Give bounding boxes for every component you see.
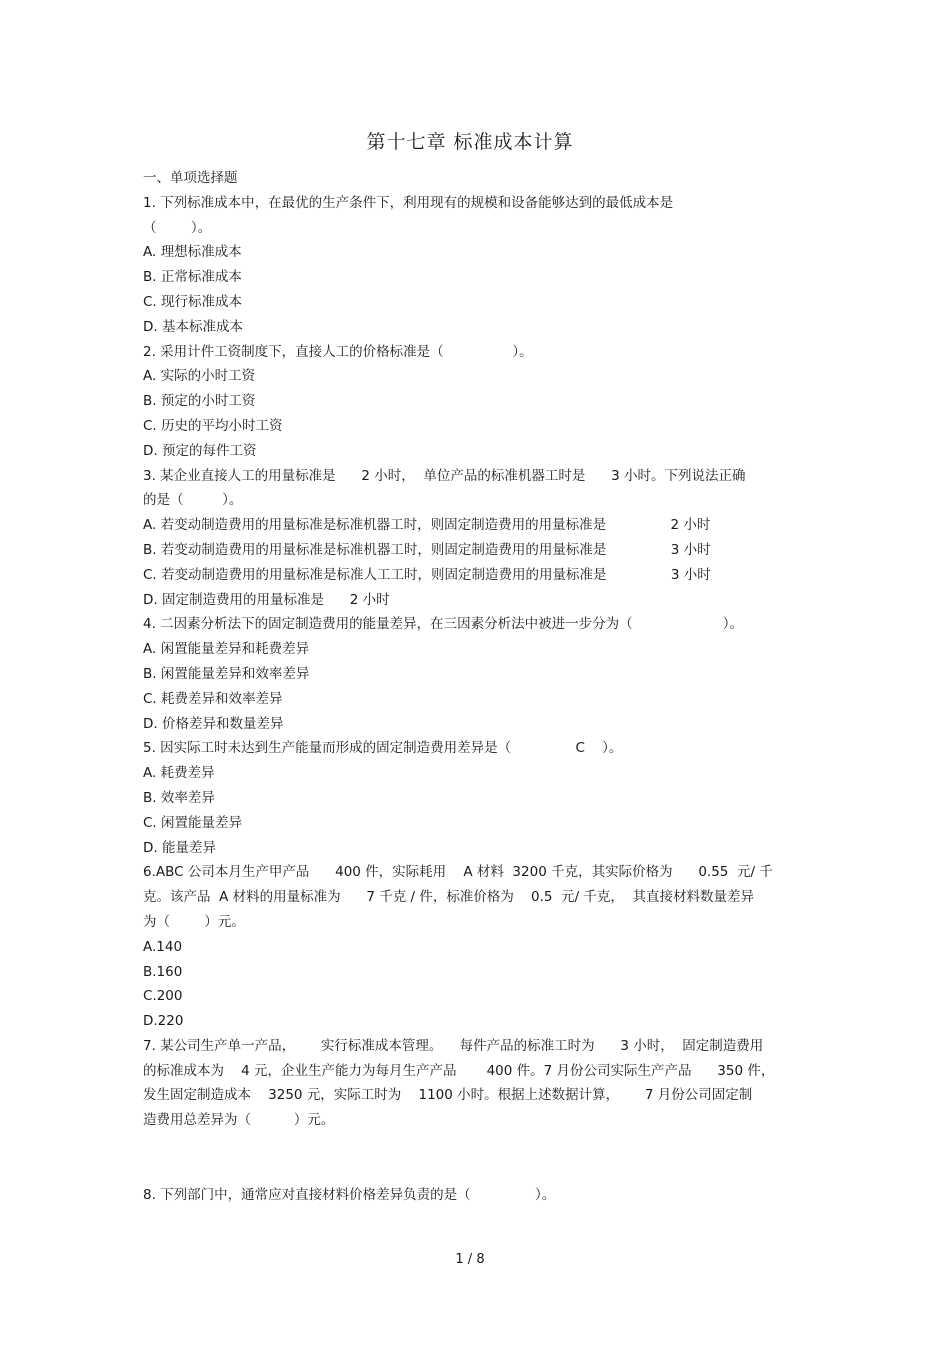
text-line: （ ）。 bbox=[143, 219, 212, 236]
text-line: 为（ ）元。 bbox=[143, 913, 245, 930]
text-line: 6.ABC 公司本月生产甲产品 400 件，实际耗用 A 材料 3200 千克，其实际价格为 0.55 元/ 千 bbox=[143, 864, 773, 881]
question-lines bbox=[143, 191, 813, 1133]
text-line: A.140 bbox=[143, 938, 183, 955]
text-line: C. 若变动制造费用的用量标准是标准人工工时，则固定制造费用的用量标准是 3 小时 bbox=[143, 566, 711, 583]
text-line: B. 若变动制造费用的用量标准是标准机器工时，则固定制造费用的用量标准是 3 小时 bbox=[143, 541, 711, 558]
text-line: C.200 bbox=[143, 988, 183, 1005]
text-line: 4. 二因素分析法下的固定制造费用的能量差异，在三因素分析法中被进一步分为（ ）。 bbox=[143, 616, 744, 633]
page-number: 1 / 8 bbox=[455, 1252, 485, 1267]
text-line: C. 现行标准成本 bbox=[143, 293, 243, 310]
text-line: 的标准成本为 4 元，企业生产能力为每月生产产品 400 件。7 月份公司实际生产产品 350 件， bbox=[143, 1062, 775, 1079]
section-heading: 一、单项选择题 bbox=[143, 170, 238, 186]
text-line: 7. 某公司生产单一产品， 实行标准成本管理。 每件产品的标准工时为 3 小时， 固定制造费用 bbox=[143, 1037, 764, 1054]
document-body bbox=[143, 166, 813, 1207]
text-line: B. 预定的小时工资 bbox=[143, 393, 256, 410]
text-line: D. 基本标准成本 bbox=[143, 318, 243, 335]
text-line: A. 闲置能量差异和耗费差异 bbox=[143, 641, 310, 658]
text-line: 克。该产品 A 材料的用量标准为 7 千克 / 件，标准价格为 0.5 元/ 千克， 其直接材料数量差异 bbox=[143, 889, 755, 906]
text-line: B. 效率差异 bbox=[143, 789, 215, 806]
text-line: 1. 下列标准成本中，在最优的生产条件下，利用现有的规模和设备能够达到的最低成本是 bbox=[143, 194, 674, 211]
page-title: 第十七章 标准成本计算 bbox=[366, 131, 574, 153]
text-line: 3. 某企业直接人工的用量标准是 2 小时， 单位产品的标准机器工时是 3 小时。下列说法正确 bbox=[143, 467, 746, 484]
text-line: 5. 因实际工时未达到生产能量而形成的固定制造费用差异是（ C ）。 bbox=[143, 740, 623, 757]
text-line: A. 耗费差异 bbox=[143, 765, 215, 782]
text-line: C. 历史的平均小时工资 bbox=[143, 417, 283, 434]
text-line: D. 预定的每件工资 bbox=[143, 442, 257, 459]
text-line: C. 耗费差异和效率差异 bbox=[143, 690, 283, 707]
text-line: D. 价格差异和数量差异 bbox=[143, 715, 284, 732]
text-line: D. 能量差异 bbox=[143, 839, 216, 856]
text-line: B. 正常标准成本 bbox=[143, 269, 242, 286]
option-row bbox=[143, 1158, 813, 1183]
text-line: 的是（ ）。 bbox=[143, 492, 243, 509]
text-line: 发生固定制造成本 3250 元，实际工时为 1100 小时。根据上述数据计算， 7 月份公司固定制 bbox=[143, 1087, 753, 1104]
text-line: A. 若变动制造费用的用量标准是标准机器工时，则固定制造费用的用量标准是 2 小时 bbox=[143, 517, 711, 534]
text-line: C. 闲置能量差异 bbox=[143, 814, 243, 831]
text-line: D. 固定制造费用的用量标准是 2 小时 bbox=[143, 591, 390, 608]
text-line: 2. 采用计件工资制度下，直接人工的价格标准是（ ）。 bbox=[143, 343, 533, 360]
option-row bbox=[143, 1133, 813, 1158]
text-line: 造费用总差异为（ ）元。 bbox=[143, 1112, 335, 1129]
text-line: B.160 bbox=[143, 963, 183, 980]
question-line: 8. 下列部门中，通常应对直接材料价格差异负责的是（ ）。 bbox=[143, 1186, 556, 1203]
text-line: A. 理想标准成本 bbox=[143, 244, 242, 261]
text-line: A. 实际的小时工资 bbox=[143, 368, 256, 385]
text-line: B. 闲置能量差异和效率差异 bbox=[143, 665, 310, 682]
text-line: D.220 bbox=[143, 1013, 184, 1030]
